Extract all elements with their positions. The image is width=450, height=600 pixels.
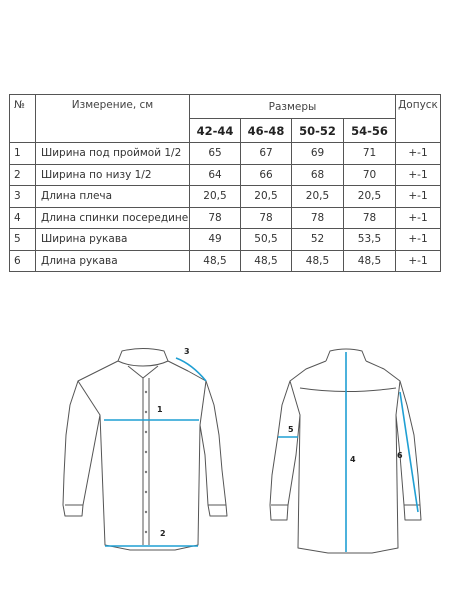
table-row — [10, 250, 441, 272]
row-value: 64 — [190, 164, 241, 186]
callout-2: 2 — [160, 529, 166, 538]
row-value: 68 — [292, 164, 344, 186]
row-value: 20,5 — [241, 186, 292, 208]
table-row — [10, 164, 441, 186]
row-value: 49 — [190, 229, 241, 251]
table-row — [10, 186, 441, 208]
table-row — [10, 143, 441, 165]
row-value: 66 — [241, 164, 292, 186]
row-value: 20,5 — [344, 186, 396, 208]
row-value: 48,5 — [190, 250, 241, 272]
header-sizes: Размеры — [190, 95, 396, 119]
row-value: 78 — [344, 207, 396, 229]
row-value: 48,5 — [241, 250, 292, 272]
header-number: № — [10, 95, 36, 143]
row-value: 65 — [190, 143, 241, 165]
row-number: 2 — [10, 164, 36, 186]
callout-5: 5 — [288, 425, 294, 434]
row-value: 48,5 — [344, 250, 396, 272]
row-value: 70 — [344, 164, 396, 186]
row-measurement-name: Ширина рукава — [36, 229, 190, 251]
row-value: 69 — [292, 143, 344, 165]
callout-1: 1 — [157, 405, 163, 414]
row-tolerance: +-1 — [396, 164, 441, 186]
row-value: 78 — [241, 207, 292, 229]
header-measurement: Измерение, см — [36, 95, 190, 143]
row-value: 48,5 — [292, 250, 344, 272]
row-tolerance: +-1 — [396, 250, 441, 272]
row-value: 20,5 — [292, 186, 344, 208]
row-value: 71 — [344, 143, 396, 165]
row-measurement-name: Длина плеча — [36, 186, 190, 208]
row-tolerance: +-1 — [396, 186, 441, 208]
row-number: 6 — [10, 250, 36, 272]
table-row — [10, 229, 441, 251]
size-chart-table — [9, 94, 441, 272]
row-number: 1 — [10, 143, 36, 165]
shirt-measurement-diagram — [0, 340, 450, 580]
row-value: 50,5 — [241, 229, 292, 251]
row-tolerance: +-1 — [396, 207, 441, 229]
callout-3: 3 — [184, 347, 190, 356]
row-number: 3 — [10, 186, 36, 208]
row-value: 52 — [292, 229, 344, 251]
row-measurement-name: Длина рукава — [36, 250, 190, 272]
front-measure-lines — [104, 358, 206, 546]
front-buttons — [145, 391, 147, 533]
row-tolerance: +-1 — [396, 143, 441, 165]
size-header: 42-44 — [190, 119, 241, 143]
callout-6: 6 — [397, 451, 403, 460]
row-value: 20,5 — [190, 186, 241, 208]
callout-4: 4 — [350, 455, 356, 464]
header-tolerance: Допуск — [396, 95, 441, 143]
size-header: 54-56 — [344, 119, 396, 143]
row-value: 78 — [190, 207, 241, 229]
size-header: 46-48 — [241, 119, 292, 143]
table-row — [10, 207, 441, 229]
size-header: 50-52 — [292, 119, 344, 143]
row-measurement-name: Длина спинки посередине — [36, 207, 190, 229]
row-value: 78 — [292, 207, 344, 229]
row-tolerance: +-1 — [396, 229, 441, 251]
row-measurement-name: Ширина под проймой 1/2 — [36, 143, 190, 165]
measure-line-3 — [176, 358, 206, 381]
row-value: 53,5 — [344, 229, 396, 251]
row-measurement-name: Ширина по низу 1/2 — [36, 164, 190, 186]
row-number: 5 — [10, 229, 36, 251]
shirt-front-drawing — [63, 349, 227, 551]
row-value: 67 — [241, 143, 292, 165]
table-header-row — [10, 95, 441, 119]
row-number: 4 — [10, 207, 36, 229]
